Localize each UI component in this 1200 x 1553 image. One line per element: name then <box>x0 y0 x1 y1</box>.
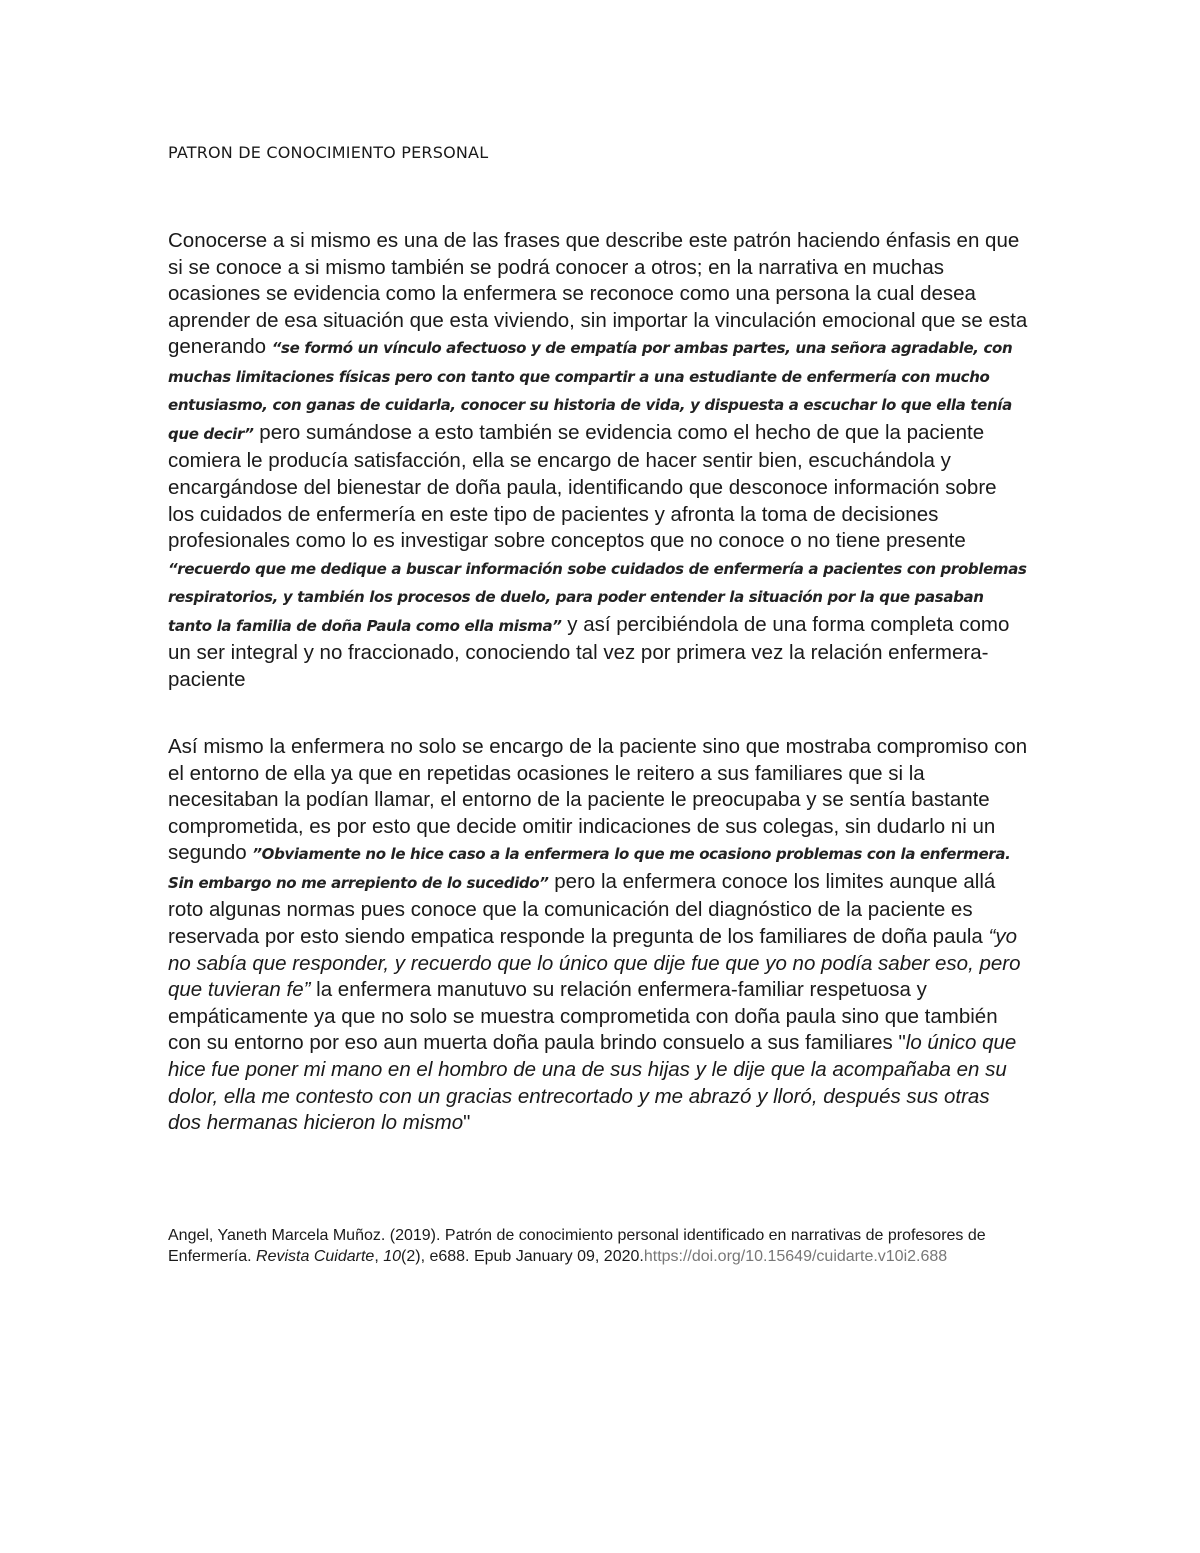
paragraph-1 <box>168 228 1028 693</box>
paragraph-2-text-1: Así mismo la enfermera no solo se encargo de la paciente sino que mostraba compromiso con el entorno de ella ya que en repetidas ocasiones le reitero a sus familiares que si la necesitaban la podían llamar, el entorno de la paciente le preocupaba y se sentía bastante comprometida, es por esto que decide omitir indicaciones de sus colegas, sin dudarlo ni un segundo <box>168 735 1028 865</box>
reference-volume: 10 <box>383 1248 401 1265</box>
paragraph-2-text-4: " <box>463 1111 471 1135</box>
reference-citation <box>168 1225 988 1267</box>
document-title: PATRON DE CONOCIMIENTO PERSONAL <box>168 143 489 162</box>
paragraph-2-quote-1: ”Obviamente no le hice caso a la enfermera lo que me ocasiono problemas con la enfermera. Sin embargo no me arrepiento de lo sucedido” <box>168 845 1011 892</box>
reference-doi-link[interactable]: https://doi.org/10.15649/cuidarte.v10i2.688 <box>643 1248 948 1265</box>
reference-separator: , <box>374 1248 384 1265</box>
paragraph-2-text-3: la enfermera manutuvo su relación enfermera-familiar respetuosa y empáticamente ya que no solo se muestra comprometida con doña paula sino que también con su entorno por eso aun muerta doña paula brindo consuelo a sus familiares " <box>168 978 998 1055</box>
paragraph-2-quote-2: “yo no sabía que responder, y recuerdo que lo único que dije fue que yo no podía saber eso, pero que tuvieran fe” <box>168 924 1021 1002</box>
paragraph-1-text-2: pero sumándose a esto también se evidencia como el hecho de que la paciente comiera le producía satisfacción, ella se encargo de hacer sentir bien, escuchándola y encargándose del bienestar de doña paula, identificando que desconoce información sobre los cuidados de enfermería en este tipo de pacientes y afronta la toma de decisiones profesionales como lo es investigar sobre conceptos que no conoce o no tiene presente <box>168 420 997 553</box>
reference-pages-date: , e688. Epub January 09, 2020. <box>420 1248 644 1265</box>
paragraph-2 <box>168 734 1028 1137</box>
paragraph-2-quote-3: lo único que hice fue poner mi mano en el hombro de una de sus hijas y le dije que la acompañaba en su dolor, ella me contesto con un gracias entrecortado y me abrazó y lloró, después sus otras dos hermanas hicieron lo mismo <box>168 1031 1017 1135</box>
paragraph-1-quote-1: “se formó un vínculo afectuoso y de empatía por ambas partes, una señora agradable, con muchas limitaciones físicas pero con tanto que compartir a una estudiante de enfermería con mucho entusiasmo, con ganas de cuidarla, conocer su historia de vida, y dispuesta a escuchar lo que ella tenía que decir” <box>168 339 1013 443</box>
paragraph-1-quote-2: “recuerdo que me dedique a buscar información sobe cuidados de enfermería a pacientes con problemas respiratorios, y también los procesos de duelo, para poder entender la situación por la que pasaban tanto la familia de doña Paula como ella misma” <box>168 559 1027 635</box>
reference-issue: (2) <box>401 1248 421 1265</box>
paragraph-1-text-3: y así percibiéndola de una forma completa como un ser integral y no fraccionado, conociendo tal vez por primera vez la relación enfermera-paciente <box>168 612 1010 691</box>
paragraph-2-text-2: pero la enfermera conoce los limites aunque allá roto algunas normas pues conoce que la comunicación del diagnóstico de la paciente es reservada por esto siendo empatica responde la pregunta de los familiares de doña paula <box>168 869 996 948</box>
paragraph-1-text-1: Conocerse a si mismo es una de las frases que describe este patrón haciendo énfasis en que si se conoce a si mismo también se podrá conocer a otros; en la narrativa en muchas ocasiones se evidencia como la enfermera se reconoce como una persona la cual desea aprender de esa situación que esta viviendo, sin importar la vinculación emocional que se esta generando <box>168 229 1028 359</box>
reference-authors-title: Angel, Yaneth Marcela Muñoz. (2019). Patrón de conocimiento personal identificado en narrativas de profesores de Enfermería. <box>168 1227 986 1265</box>
reference-journal: Revista Cuidarte <box>256 1248 375 1265</box>
